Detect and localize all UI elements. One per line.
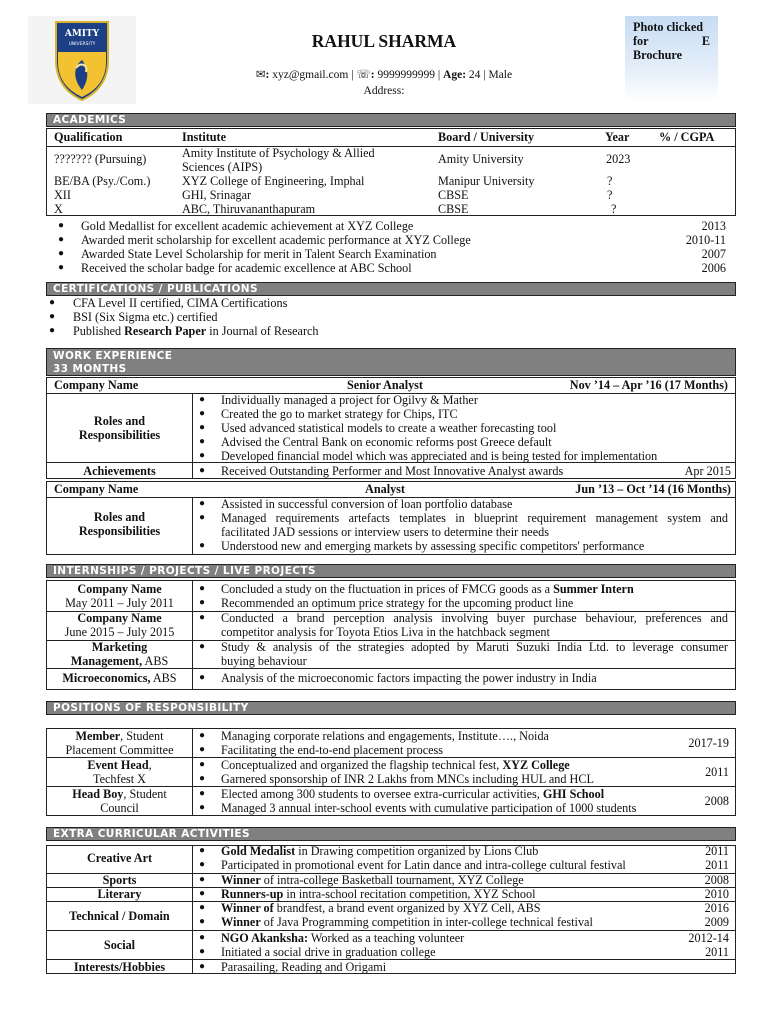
academics-row-3-year: ? [607,188,613,202]
position-3-year: 2008 [704,794,729,808]
award-3-text: Awarded State Level Scholarship for merit in Talent Search Examination [81,247,437,261]
internship-1-bullet-1: Concluded a study on the fluctuation in prices of FMCG goods as a Summer Intern [221,582,634,596]
extra-literary-label: Literary [97,887,142,901]
extra-hobbies-text: Parasailing, Reading and Origami [221,960,387,974]
bullet-icon: ● [199,802,206,813]
extra-social-label: Social [103,938,136,952]
internship-1-bullet-2: Recommended an optimum price strategy for the upcoming product line [221,596,574,610]
bullet-icon: ● [199,436,206,447]
extra-technical-bullet-2: Winner of Java Programming competition in inter-college technical festival [221,915,593,929]
internship-4-label: Microeconomics, ABS [62,671,177,685]
internship-2-line-1: Conducted a brand perception analysis involving buyer purchase behaviour, preferences and [221,611,728,625]
extra-social-bullet-2: Initiated a social drive in graduation college [221,945,436,959]
academics-row-4-board: CBSE [438,202,469,216]
bullet-icon: ● [199,946,206,957]
bullet-icon: ● [58,220,65,231]
extra-social-year-1: 2012-14 [688,931,729,945]
job-1-role-4: Advised the Central Bank on economic reforms post Greece default [221,435,552,449]
extra-creative-label: Creative Art [86,851,153,865]
extra-technical-label: Technical / Domain [69,909,170,923]
bullet-icon: ● [199,759,206,770]
internship-1-label: Company Name May 2011 – July 2011 [65,582,174,610]
photo-note-4: Brochure [633,48,682,62]
bullet-icon: ● [199,512,206,523]
extra-literary-year: 2010 [704,887,729,901]
section-header-internships: INTERNSHIPS / PROJECTS / LIVE PROJECTS [46,564,736,578]
extra-social-bullet-1: NGO Akanksha: Worked as a teaching volunteer [221,931,465,945]
award-1-year: 2013 [701,219,726,233]
extra-technical-year-2: 2009 [704,915,729,929]
extra-creative-year-2: 2011 [705,858,729,872]
academics-row-3-board: CBSE [438,188,469,202]
academics-row-2-qualification: BE/BA (Psy./Com.) [54,174,151,188]
award-3-year: 2007 [701,247,726,261]
job-1-achievement-date: Apr 2015 [684,464,731,478]
job-1-achievement: Received Outstanding Performer and Most Innovative Analyst awards [221,464,564,478]
internship-4-text: Analysis of the microeconomic factors impacting the power industry in India [221,671,597,685]
bullet-icon: ● [199,859,206,870]
photo-placeholder [625,16,718,102]
section-header-work: WORK EXPERIENCE 33 MONTHS [46,348,736,376]
job-1-role-2: Created the go to market strategy for Chips, ITC [221,407,458,421]
position-2-bullet-2: Garnered sponsorship of INR 2 Lakhs from MNCs including HUL and HCL [221,772,594,786]
position-1-label: Member, Student Placement Committee [65,729,174,757]
contact-line: ✉: xyz@gmail.com | ☏: 9999999999 | Age: 24 | Male [255,69,513,81]
job-2-title: Analyst [365,482,405,496]
academics-row-3-institute: GHI, Srinagar [182,188,252,202]
job-2-role-3: Understood new and emerging markets by assessing specific competitors' performance [221,539,645,553]
bullet-icon: ● [199,902,206,913]
academics-row-2-institute: XYZ College of Engineering, Imphal [182,174,365,188]
certification-2: BSI (Six Sigma etc.) certified [73,310,218,324]
academics-row-2-board: Manipur University [438,174,535,188]
extra-creative-year-1: 2011 [705,844,729,858]
logo-text-university: UNIVERSITY [68,42,96,47]
bullet-icon: ● [199,744,206,755]
bullet-icon: ● [199,408,206,419]
position-2-label: Event Head, Techfest X [87,758,152,786]
bullet-icon: ● [49,325,56,336]
academics-row-1-institute-line1: Amity Institute of Psychology & Allied [182,146,375,160]
age-label: Age: [443,69,467,81]
bullet-icon: ● [199,773,206,784]
phone: 9999999999 [377,69,435,81]
extra-sports-label: Sports [102,873,137,887]
job-1-title: Senior Analyst [347,378,423,392]
section-header-academics: ACADEMICS [46,113,736,127]
academics-row-1-year: 2023 [606,152,631,166]
job-1-roles-label: Roles and Responsibilities [78,414,161,442]
job-1-period: Nov ’14 – Apr ’16 (17 Months) [569,378,728,392]
job-1-role-5: Developed financial model which was appreciated and is being tested for implementation [221,449,658,463]
job-2-role-2-cont: facilitated JAD sessions or interview users to determine their needs [221,525,549,539]
position-2-bullet-1: Conceptualized and organized the flagship technical fest, XYZ College [221,758,570,772]
academics-col-qualification: Qualification [54,130,123,144]
photo-note-1: Photo clicked [633,20,704,34]
bullet-icon: ● [199,450,206,461]
section-header-extracurricular: EXTRA CURRICULAR ACTIVITIES [46,827,736,841]
bullet-icon: ● [58,248,65,259]
job-2-role-2: Managed requirements artefacts templates in blueprint requirement management system and [221,511,728,525]
internship-3-label: Marketing Management, ABS [70,640,169,668]
job-2-role-1: Assisted in successful conversion of loan portfolio database [221,497,513,511]
job-1-role-1: Individually managed a project for Ogilvy & Mather [221,393,478,407]
bullet-icon: ● [58,234,65,245]
bullet-icon: ● [199,672,206,683]
bullet-icon: ● [49,297,56,308]
academics-table [46,128,736,216]
internship-2-label: Company Name June 2015 – July 2015 [64,611,175,639]
extra-sports-year: 2008 [704,873,729,887]
bullet-icon: ● [199,961,206,972]
bullet-icon: ● [199,422,206,433]
award-4-text: Received the scholar badge for academic excellence at ABC School [81,261,412,275]
academics-row-4-institute: ABC, Thiruvananthapuram [182,202,316,216]
section-header-positions: POSITIONS OF RESPONSIBILITY [46,701,736,715]
gender: Male [488,69,513,81]
bullet-icon: ● [199,394,206,405]
bullet-icon: ● [199,498,206,509]
academics-col-cgpa: % / CGPA [659,130,715,144]
award-2-year: 2010-11 [685,233,726,247]
job-2-period: Jun ’13 – Oct ’14 (16 Months) [575,482,731,496]
bullet-icon: ● [199,641,206,652]
bullet-icon: ● [199,730,206,741]
section-header-certifications: CERTIFICATIONS / PUBLICATIONS [46,282,736,296]
academics-header-rule [46,146,736,147]
position-2-year: 2011 [705,765,729,779]
extra-creative-bullet-1: Gold Medalist in Drawing competition organized by Lions Club [221,844,539,858]
bullet-icon: ● [199,932,206,943]
extra-technical-bullet-1: Winner of brandfest, a brand event organized by XYZ Cell, ABS [221,901,541,915]
award-4-year: 2006 [701,261,726,275]
extra-creative-bullet-2: Participated in promotional event for Latin dance and intra-college cultural festival [221,858,626,872]
bullet-icon: ● [58,262,65,273]
bullet-icon: ● [199,788,206,799]
position-1-year: 2017-19 [688,736,729,750]
award-1-text: Gold Medallist for excellent academic achievement at XYZ College [81,219,414,233]
academics-col-board: Board / University [438,130,535,144]
position-3-bullet-2: Managed 3 annual inter-school events with cumulative participation of 1000 students [221,801,637,815]
bullet-icon: ● [199,465,206,476]
bullet-icon: ● [199,612,206,623]
bullet-icon: ● [199,540,206,551]
bullet-icon: ● [199,597,206,608]
photo-note-2: for [633,34,649,48]
extra-social-year-2: 2011 [705,945,729,959]
academics-row-4-qualification: X [54,202,63,216]
academics-col-year: Year [605,130,630,144]
email: xyz@gmail.com [272,69,349,81]
bullet-icon: ● [199,583,206,594]
extra-sports-bullet: Winner of intra-college Basketball tournament, XYZ College [221,873,524,887]
position-1-bullet-2: Facilitating the end-to-end placement process [221,743,444,757]
bullet-icon: ● [199,874,206,885]
publication: Published Research Paper in Journal of Research [73,324,319,338]
certification-1: CFA Level II certified, CIMA Certifications [73,296,288,310]
bullet-icon: ● [199,916,206,927]
extra-technical-year-1: 2016 [704,901,729,915]
job-1-role-3: Used advanced statistical models to create a weather forecasting tool [221,421,557,435]
address-label: Address: [363,85,405,97]
academics-col-institute: Institute [182,130,227,144]
job-2-roles-label: Roles and Responsibilities [78,510,161,538]
academics-row-1-board: Amity University [438,152,524,166]
position-3-bullet-1: Elected among 300 students to oversee extra-curricular activities, GHI School [221,787,605,801]
academics-row-1-institute-line2: Sciences (AIPS) [182,160,263,174]
extra-hobbies-label: Interests/Hobbies [73,960,166,974]
logo-text-amity: AMITY [64,29,100,39]
internship-3-line-1: Study & analysis of the strategies adopted by Maruti Suzuki India Ltd. to leverage consumer [221,640,728,654]
position-1-bullet-1: Managing corporate relations and engagements, Institute…., Noida [221,729,549,743]
candidate-name: RAHUL SHARMA [311,31,457,51]
bullet-icon: ● [199,888,206,899]
bullet-icon: ● [199,845,206,856]
phone-icon: ☏ [356,69,371,81]
bullet-icon: ● [49,311,56,322]
job-2-company-label: Company Name [54,482,139,496]
academics-row-2-year: ? [607,174,613,188]
academics-row-3-qualification: XII [54,188,71,202]
job-1-company-label: Company Name [54,378,139,392]
job-1-achievements-label: Achievements [83,464,156,478]
internship-3-line-2: buying behaviour [221,654,307,668]
photo-note-3: E [701,34,710,48]
award-2-text: Awarded merit scholarship for excellent academic performance at XYZ College [81,233,471,247]
academics-row-1-qualification: ??????? (Pursuing) [54,152,147,166]
academics-row-4-year: ? [611,202,617,216]
internship-2-line-2: competitor analysis for Toyota Etios Liva in the hatchback segment [221,625,550,639]
position-3-label: Head Boy, Student Council [72,787,167,815]
extra-literary-bullet: Runners-up in intra-school recitation competition, XYZ School [221,887,536,901]
mail-icon: ✉ [255,69,266,81]
age: 24 [468,69,481,81]
